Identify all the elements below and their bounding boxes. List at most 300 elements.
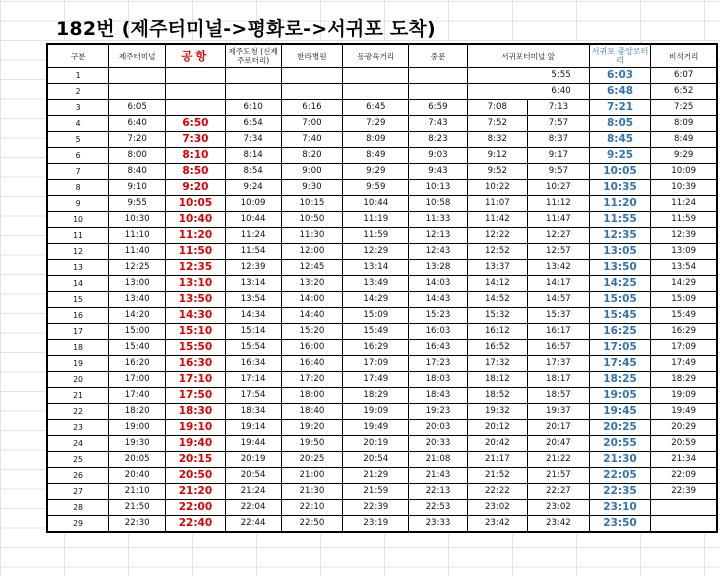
biseok-time: 6:07 [651, 68, 717, 84]
bus-timetable [46, 43, 718, 533]
table-row [47, 244, 717, 260]
halla-hospital-time: 14:40 [281, 308, 343, 324]
header-cell-jeju-terminal: 제주터미널 [109, 44, 166, 68]
seogwipo-terminal-depart-time: 7:13 [528, 100, 590, 116]
biseok-time [651, 500, 717, 516]
donggwang-time: 12:29 [343, 244, 409, 260]
seogwipo-terminal-arrival-time: 20:42 [467, 436, 528, 452]
table-row [47, 132, 717, 148]
biseok-time: 20:59 [651, 436, 717, 452]
airport-time: 15:10 [166, 324, 225, 340]
jungmun-time: 14:43 [409, 292, 467, 308]
provincial-office-time: 8:14 [225, 148, 281, 164]
jungmun-time: 14:03 [409, 276, 467, 292]
donggwang-time: 21:59 [343, 484, 409, 500]
biseok-time [651, 516, 717, 533]
seogwipo-rotary-time: 13:05 [589, 244, 651, 260]
donggwang-time: 8:49 [343, 148, 409, 164]
biseok-time: 14:29 [651, 276, 717, 292]
provincial-office-time: 20:19 [225, 452, 281, 468]
seogwipo-terminal-depart-time: 15:37 [528, 308, 590, 324]
halla-hospital-time: 6:16 [281, 100, 343, 116]
jungmun-time: 12:13 [409, 228, 467, 244]
airport-time: 12:35 [166, 260, 225, 276]
jeju-terminal-time: 18:20 [109, 404, 166, 420]
table-row [47, 404, 717, 420]
jeju-terminal-time: 19:30 [109, 436, 166, 452]
header-cell-seogwipo-rotary: 서귀포 중앙로터리 [589, 44, 651, 68]
halla-hospital-time: 10:15 [281, 196, 343, 212]
provincial-office-time: 16:34 [225, 356, 281, 372]
jungmun-time: 22:53 [409, 500, 467, 516]
biseok-time: 9:29 [651, 148, 717, 164]
jeju-terminal-time: 11:10 [109, 228, 166, 244]
row-number-cell: 27 [47, 484, 109, 500]
seogwipo-terminal-depart-time: 21:57 [528, 468, 590, 484]
biseok-time: 7:25 [651, 100, 717, 116]
seogwipo-rotary-time: 21:30 [589, 452, 651, 468]
seogwipo-terminal-arrival-time: 23:42 [467, 516, 528, 533]
seogwipo-terminal-arrival-time: 12:52 [467, 244, 528, 260]
seogwipo-rotary-time: 19:05 [589, 388, 651, 404]
table-row [47, 468, 717, 484]
provincial-office-time: 11:24 [225, 228, 281, 244]
donggwang-time: 15:09 [343, 308, 409, 324]
seogwipo-terminal-arrival-time: 10:22 [467, 180, 528, 196]
table-row [47, 260, 717, 276]
seogwipo-terminal-arrival-time: 18:12 [467, 372, 528, 388]
table-row [47, 308, 717, 324]
row-number-cell: 3 [47, 100, 109, 116]
airport-time: 18:30 [166, 404, 225, 420]
provincial-office-time: 11:54 [225, 244, 281, 260]
donggwang-time: 19:49 [343, 420, 409, 436]
airport-time: 8:10 [166, 148, 225, 164]
seogwipo-terminal-depart-time: 16:57 [528, 340, 590, 356]
halla-hospital-time: 11:30 [281, 228, 343, 244]
halla-hospital-time: 20:25 [281, 452, 343, 468]
seogwipo-terminal-arrival-time: 13:37 [467, 260, 528, 276]
donggwang-time: 21:29 [343, 468, 409, 484]
table-row [47, 292, 717, 308]
jeju-terminal-time: 20:05 [109, 452, 166, 468]
airport-time: 7:30 [166, 132, 225, 148]
seogwipo-terminal-arrival-time: 21:52 [467, 468, 528, 484]
seogwipo-terminal-depart-time: 13:42 [528, 260, 590, 276]
table-row [47, 212, 717, 228]
donggwang-time: 10:44 [343, 196, 409, 212]
header-cell-biseok: 비석거리 [651, 44, 717, 68]
jeju-terminal-time: 7:20 [109, 132, 166, 148]
halla-hospital-time: 7:00 [281, 116, 343, 132]
jeju-terminal-time: 8:00 [109, 148, 166, 164]
jungmun-time: 21:43 [409, 468, 467, 484]
halla-hospital-time: 9:00 [281, 164, 343, 180]
seogwipo-terminal-depart-time: 9:57 [528, 164, 590, 180]
table-row [47, 68, 717, 84]
header-cell-no: 구분 [47, 44, 109, 68]
seogwipo-terminal-depart-time: 11:12 [528, 196, 590, 212]
header-cell-jungmun: 중문 [409, 44, 467, 68]
airport-time: 14:30 [166, 308, 225, 324]
row-number-cell: 21 [47, 388, 109, 404]
row-number-cell: 16 [47, 308, 109, 324]
row-number-cell: 1 [47, 68, 109, 84]
table-row [47, 340, 717, 356]
seogwipo-terminal-arrival-time: 21:17 [467, 452, 528, 468]
halla-hospital-time: 18:00 [281, 388, 343, 404]
donggwang-time: 16:29 [343, 340, 409, 356]
jeju-terminal-time: 11:40 [109, 244, 166, 260]
donggwang-time: 20:19 [343, 436, 409, 452]
seogwipo-terminal-depart-time: 8:37 [528, 132, 590, 148]
row-number-cell: 14 [47, 276, 109, 292]
seogwipo-terminal-depart-time: 14:17 [528, 276, 590, 292]
airport-time [166, 84, 225, 100]
row-number-cell: 23 [47, 420, 109, 436]
donggwang-time: 14:29 [343, 292, 409, 308]
seogwipo-terminal-time: 5:55 [467, 68, 589, 84]
row-number-cell: 12 [47, 244, 109, 260]
airport-time: 19:10 [166, 420, 225, 436]
provincial-office-time: 19:14 [225, 420, 281, 436]
biseok-time: 10:09 [651, 164, 717, 180]
biseok-time: 18:29 [651, 372, 717, 388]
table-row [47, 388, 717, 404]
seogwipo-terminal-depart-time: 12:57 [528, 244, 590, 260]
airport-time: 15:50 [166, 340, 225, 356]
row-number-cell: 11 [47, 228, 109, 244]
jeju-terminal-time: 8:40 [109, 164, 166, 180]
row-number-cell: 7 [47, 164, 109, 180]
seogwipo-terminal-depart-time: 23:02 [528, 500, 590, 516]
jungmun-time: 12:43 [409, 244, 467, 260]
jungmun-time: 19:23 [409, 404, 467, 420]
seogwipo-rotary-time: 20:25 [589, 420, 651, 436]
seogwipo-terminal-depart-time: 11:47 [528, 212, 590, 228]
provincial-office-time: 6:10 [225, 100, 281, 116]
halla-hospital-time: 8:20 [281, 148, 343, 164]
seogwipo-terminal-depart-time: 10:27 [528, 180, 590, 196]
halla-hospital-time: 19:20 [281, 420, 343, 436]
header-cell-seogwipo-terminal: 서귀포터미널 앞 [467, 44, 589, 68]
seogwipo-terminal-depart-time: 18:57 [528, 388, 590, 404]
biseok-time: 8:09 [651, 116, 717, 132]
biseok-time: 15:09 [651, 292, 717, 308]
halla-hospital-time: 18:40 [281, 404, 343, 420]
provincial-office-time: 8:54 [225, 164, 281, 180]
jeju-terminal-time: 17:00 [109, 372, 166, 388]
table-row [47, 356, 717, 372]
halla-hospital-time: 7:40 [281, 132, 343, 148]
jeju-terminal-time: 21:50 [109, 500, 166, 516]
seogwipo-terminal-arrival-time: 11:42 [467, 212, 528, 228]
donggwang-time: 20:54 [343, 452, 409, 468]
halla-hospital-time: 17:20 [281, 372, 343, 388]
provincial-office-time [225, 68, 281, 84]
biseok-time: 11:59 [651, 212, 717, 228]
seogwipo-rotary-time: 19:45 [589, 404, 651, 420]
halla-hospital-time: 22:50 [281, 516, 343, 533]
donggwang-time: 9:29 [343, 164, 409, 180]
jungmun-time: 10:58 [409, 196, 467, 212]
table-row [47, 84, 717, 100]
seogwipo-terminal-depart-time: 18:17 [528, 372, 590, 388]
donggwang-time: 18:29 [343, 388, 409, 404]
row-number-cell: 9 [47, 196, 109, 212]
jeju-terminal-time: 12:25 [109, 260, 166, 276]
airport-time: 11:20 [166, 228, 225, 244]
table-row [47, 196, 717, 212]
jeju-terminal-time [109, 84, 166, 100]
seogwipo-terminal-arrival-time: 14:52 [467, 292, 528, 308]
seogwipo-rotary-time: 10:05 [589, 164, 651, 180]
seogwipo-rotary-time: 11:55 [589, 212, 651, 228]
donggwang-time: 17:49 [343, 372, 409, 388]
seogwipo-terminal-depart-time: 23:42 [528, 516, 590, 533]
header-cell-donggwang: 동광육거리 [343, 44, 409, 68]
biseok-time: 17:49 [651, 356, 717, 372]
jungmun-time: 23:33 [409, 516, 467, 533]
seogwipo-terminal-arrival-time: 16:12 [467, 324, 528, 340]
seogwipo-terminal-depart-time: 14:57 [528, 292, 590, 308]
seogwipo-rotary-time: 14:25 [589, 276, 651, 292]
jungmun-time [409, 68, 467, 84]
seogwipo-terminal-depart-time: 21:22 [528, 452, 590, 468]
provincial-office-time: 15:54 [225, 340, 281, 356]
donggwang-time: 13:49 [343, 276, 409, 292]
table-row [47, 276, 717, 292]
seogwipo-terminal-arrival-time: 15:32 [467, 308, 528, 324]
airport-time: 22:40 [166, 516, 225, 533]
airport-time: 8:50 [166, 164, 225, 180]
row-number-cell: 18 [47, 340, 109, 356]
donggwang-time: 9:59 [343, 180, 409, 196]
seogwipo-terminal-arrival-time: 22:22 [467, 484, 528, 500]
jungmun-time: 6:59 [409, 100, 467, 116]
jungmun-time: 9:43 [409, 164, 467, 180]
biseok-time: 22:09 [651, 468, 717, 484]
halla-hospital-time: 12:45 [281, 260, 343, 276]
row-number-cell: 28 [47, 500, 109, 516]
seogwipo-terminal-depart-time: 20:17 [528, 420, 590, 436]
biseok-time: 6:52 [651, 84, 717, 100]
seogwipo-terminal-depart-time: 17:37 [528, 356, 590, 372]
jungmun-time: 22:13 [409, 484, 467, 500]
seogwipo-rotary-time: 23:50 [589, 516, 651, 533]
biseok-time: 13:09 [651, 244, 717, 260]
header-cell-halla-hospital: 한라병원 [281, 44, 343, 68]
halla-hospital-time: 15:20 [281, 324, 343, 340]
halla-hospital-time: 13:20 [281, 276, 343, 292]
seogwipo-rotary-time: 22:35 [589, 484, 651, 500]
halla-hospital-time: 21:00 [281, 468, 343, 484]
airport-time: 6:50 [166, 116, 225, 132]
provincial-office-time: 10:09 [225, 196, 281, 212]
donggwang-time: 6:45 [343, 100, 409, 116]
jeju-terminal-time: 22:30 [109, 516, 166, 533]
airport-time: 13:50 [166, 292, 225, 308]
donggwang-time: 15:49 [343, 324, 409, 340]
airport-time [166, 68, 225, 84]
halla-hospital-time: 10:50 [281, 212, 343, 228]
row-number-cell: 20 [47, 372, 109, 388]
jeju-terminal-time: 14:20 [109, 308, 166, 324]
biseok-time: 13:54 [651, 260, 717, 276]
halla-hospital-time: 12:00 [281, 244, 343, 260]
provincial-office-time: 12:39 [225, 260, 281, 276]
airport-time: 20:15 [166, 452, 225, 468]
seogwipo-rotary-time: 13:50 [589, 260, 651, 276]
seogwipo-rotary-time: 8:45 [589, 132, 651, 148]
biseok-time: 19:09 [651, 388, 717, 404]
provincial-office-time: 22:04 [225, 500, 281, 516]
table-row [47, 420, 717, 436]
seogwipo-rotary-time: 11:20 [589, 196, 651, 212]
seogwipo-terminal-depart-time: 16:17 [528, 324, 590, 340]
jungmun-time: 18:43 [409, 388, 467, 404]
halla-hospital-time: 22:10 [281, 500, 343, 516]
seogwipo-terminal-depart-time: 12:27 [528, 228, 590, 244]
halla-hospital-time: 14:00 [281, 292, 343, 308]
donggwang-time: 23:19 [343, 516, 409, 533]
provincial-office-time: 20:54 [225, 468, 281, 484]
donggwang-time: 8:09 [343, 132, 409, 148]
jeju-terminal-time: 9:55 [109, 196, 166, 212]
seogwipo-rotary-time: 8:05 [589, 116, 651, 132]
airport-time: 13:10 [166, 276, 225, 292]
jungmun-time: 20:03 [409, 420, 467, 436]
jeju-terminal-time: 6:40 [109, 116, 166, 132]
provincial-office-time: 10:44 [225, 212, 281, 228]
airport-time: 20:50 [166, 468, 225, 484]
biseok-time: 12:39 [651, 228, 717, 244]
provincial-office-time: 13:14 [225, 276, 281, 292]
seogwipo-rotary-time: 7:21 [589, 100, 651, 116]
seogwipo-rotary-time: 23:10 [589, 500, 651, 516]
halla-hospital-time: 16:40 [281, 356, 343, 372]
jungmun-time: 11:33 [409, 212, 467, 228]
seogwipo-terminal-arrival-time: 17:32 [467, 356, 528, 372]
seogwipo-terminal-arrival-time: 7:08 [467, 100, 528, 116]
jungmun-time [409, 84, 467, 100]
donggwang-time: 11:59 [343, 228, 409, 244]
jeju-terminal-time: 17:40 [109, 388, 166, 404]
jeju-terminal-time: 13:40 [109, 292, 166, 308]
seogwipo-terminal-time: 6:40 [467, 84, 589, 100]
biseok-time: 16:29 [651, 324, 717, 340]
seogwipo-terminal-arrival-time: 12:22 [467, 228, 528, 244]
seogwipo-terminal-arrival-time: 18:52 [467, 388, 528, 404]
jungmun-time: 13:28 [409, 260, 467, 276]
seogwipo-terminal-depart-time: 9:17 [528, 148, 590, 164]
row-number-cell: 25 [47, 452, 109, 468]
timetable-body [47, 44, 717, 532]
airport-time: 9:20 [166, 180, 225, 196]
jungmun-time: 16:03 [409, 324, 467, 340]
seogwipo-terminal-depart-time: 19:37 [528, 404, 590, 420]
header-row [47, 44, 717, 68]
seogwipo-rotary-time: 10:35 [589, 180, 651, 196]
jeju-terminal-time: 10:30 [109, 212, 166, 228]
biseok-time: 15:49 [651, 308, 717, 324]
table-row [47, 516, 717, 533]
provincial-office-time: 13:54 [225, 292, 281, 308]
table-row [47, 372, 717, 388]
provincial-office-time: 18:34 [225, 404, 281, 420]
provincial-office-time: 15:14 [225, 324, 281, 340]
seogwipo-terminal-arrival-time: 19:32 [467, 404, 528, 420]
biseok-time: 10:39 [651, 180, 717, 196]
jeju-terminal-time [109, 68, 166, 84]
provincial-office-time: 19:44 [225, 436, 281, 452]
provincial-office-time: 21:24 [225, 484, 281, 500]
biseok-time: 20:29 [651, 420, 717, 436]
seogwipo-rotary-time: 6:48 [589, 84, 651, 100]
halla-hospital-time: 9:30 [281, 180, 343, 196]
row-number-cell: 19 [47, 356, 109, 372]
seogwipo-rotary-time: 17:05 [589, 340, 651, 356]
table-row [47, 116, 717, 132]
seogwipo-rotary-time: 15:05 [589, 292, 651, 308]
jungmun-time: 16:43 [409, 340, 467, 356]
seogwipo-terminal-depart-time: 22:27 [528, 484, 590, 500]
row-number-cell: 17 [47, 324, 109, 340]
biseok-time: 11:24 [651, 196, 717, 212]
seogwipo-terminal-arrival-time: 8:32 [467, 132, 528, 148]
row-number-cell: 15 [47, 292, 109, 308]
jeju-terminal-time: 21:10 [109, 484, 166, 500]
provincial-office-time: 6:54 [225, 116, 281, 132]
header-cell-provincial-office: 제주도청 (신제주로터리) [225, 44, 281, 68]
provincial-office-time: 22:44 [225, 516, 281, 533]
donggwang-time: 11:19 [343, 212, 409, 228]
jungmun-time: 9:03 [409, 148, 467, 164]
seogwipo-terminal-arrival-time: 16:52 [467, 340, 528, 356]
seogwipo-rotary-time: 22:05 [589, 468, 651, 484]
biseok-time: 8:49 [651, 132, 717, 148]
row-number-cell: 29 [47, 516, 109, 533]
donggwang-time: 13:14 [343, 260, 409, 276]
airport-time: 10:40 [166, 212, 225, 228]
airport-time: 10:05 [166, 196, 225, 212]
seogwipo-rotary-time: 20:55 [589, 436, 651, 452]
header-cell-airport: 공항 [166, 44, 225, 68]
jungmun-time: 15:23 [409, 308, 467, 324]
airport-time [166, 100, 225, 116]
biseok-time: 22:39 [651, 484, 717, 500]
row-number-cell: 5 [47, 132, 109, 148]
row-number-cell: 8 [47, 180, 109, 196]
provincial-office-time: 9:24 [225, 180, 281, 196]
seogwipo-terminal-arrival-time: 7:52 [467, 116, 528, 132]
table-row [47, 500, 717, 516]
provincial-office-time: 14:34 [225, 308, 281, 324]
airport-time: 19:40 [166, 436, 225, 452]
halla-hospital-time: 19:50 [281, 436, 343, 452]
row-number-cell: 10 [47, 212, 109, 228]
jungmun-time: 21:08 [409, 452, 467, 468]
table-row [47, 180, 717, 196]
provincial-office-time: 17:14 [225, 372, 281, 388]
donggwang-time: 7:29 [343, 116, 409, 132]
halla-hospital-time [281, 84, 343, 100]
jeju-terminal-time: 16:20 [109, 356, 166, 372]
seogwipo-terminal-arrival-time: 20:12 [467, 420, 528, 436]
donggwang-time: 22:39 [343, 500, 409, 516]
jungmun-time: 18:03 [409, 372, 467, 388]
seogwipo-terminal-depart-time: 20:47 [528, 436, 590, 452]
